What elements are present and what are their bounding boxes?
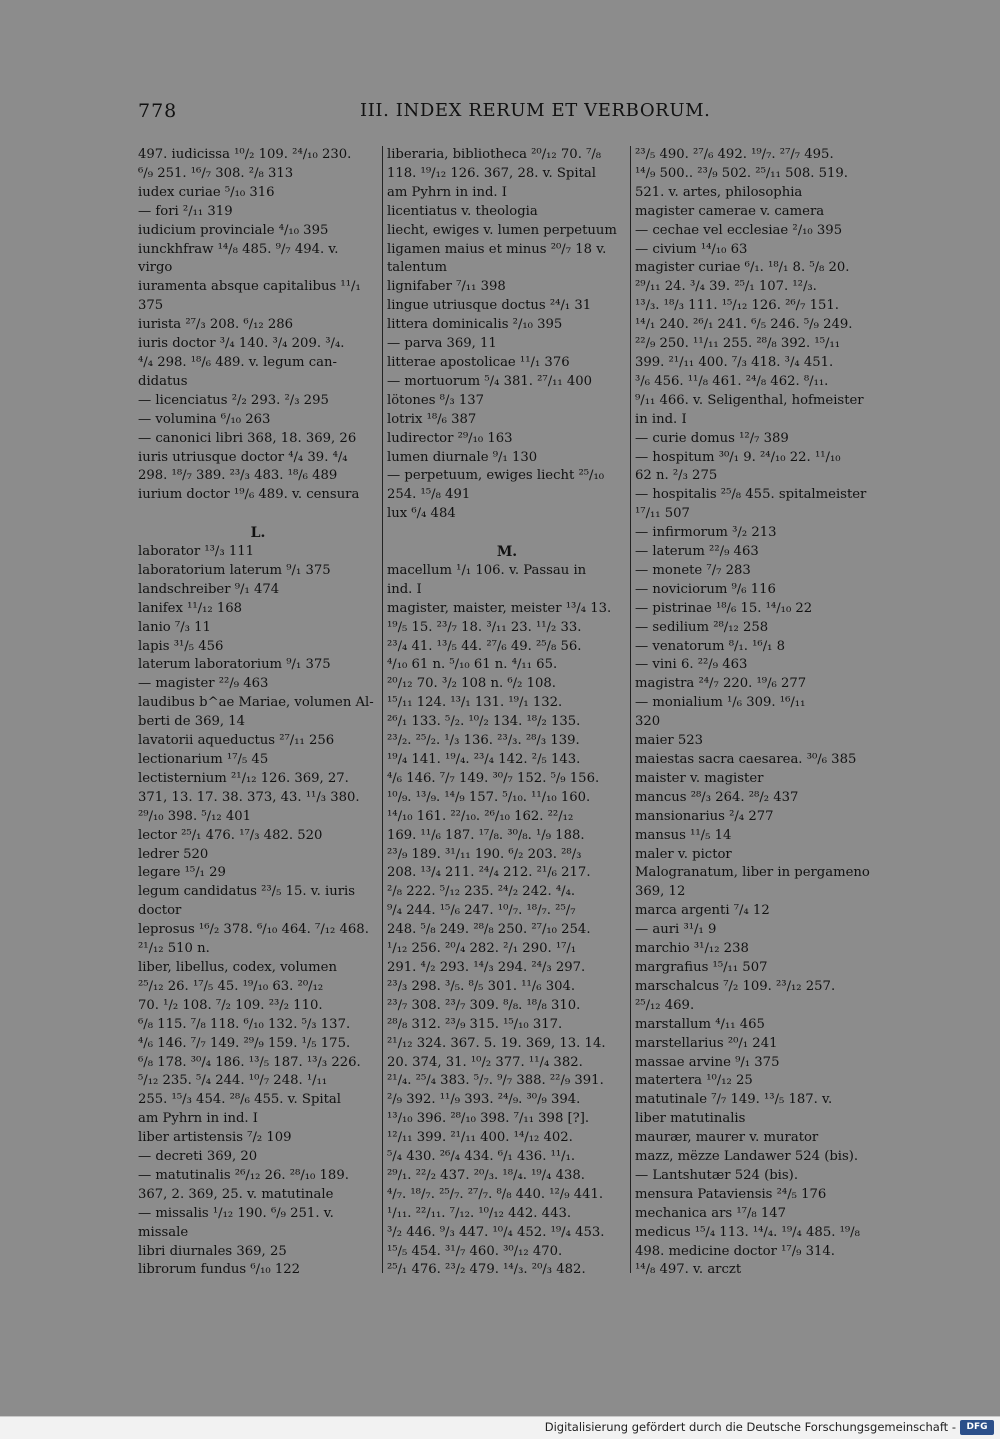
index-entry-line: 291. ⁴/₂ 293. ¹⁴/₃ 294. ²⁴/₃ 297. — [387, 959, 586, 975]
index-entry-line: matutinale ⁷/₇ 149. ¹³/₅ 187. v. — [635, 1092, 833, 1108]
index-entry-line: librorum fundus ⁶/₁₀ 122 — [138, 1262, 301, 1278]
index-entry-line: lux ⁶/₄ 484 — [387, 506, 456, 522]
index-entry-line: ⁴/₆ 146. ⁷/₇ 149. ³⁰/₇ 152. ⁵/₉ 156. — [387, 770, 600, 786]
index-entry-line: lignifaber ⁷/₁₁ 398 — [387, 279, 506, 295]
index-entry-line: marstellarius ²⁰/₁ 241 — [635, 1035, 778, 1051]
index-entry-line: — pistrinae ¹⁸/₆ 15. ¹⁴/₁₀ 22 — [635, 600, 813, 616]
index-entry-line: ⁹/₁₁ 466. v. Seligenthal, hofmeister — [635, 392, 864, 408]
index-entry-line: liber matutinalis — [635, 1111, 746, 1127]
index-entry-line: ²³/₇ 308. ²³/₇ 309. ⁸/₈. ¹⁸/₈ 310. — [387, 997, 581, 1013]
index-entry-line: ledrer 520 — [138, 846, 209, 862]
index-entry-line: marchio ³¹/₁₂ 238 — [635, 941, 749, 957]
index-entry-line: ³/₂ 446. ⁹/₃ 447. ¹⁰/₄ 452. ¹⁹/₄ 453. — [387, 1224, 605, 1240]
index-entry-line: 320 — [635, 714, 661, 730]
index-entry-line: — venatorum ⁸/₁. ¹⁶/₁ 8 — [635, 638, 786, 654]
index-entry-line: mensura Pataviensis ²⁴/₅ 176 — [635, 1186, 827, 1202]
index-entry-line: ²⁵/₁₂ 469. — [635, 997, 695, 1013]
index-entry-line: margrafius ¹⁵/₁₁ 507 — [635, 959, 768, 975]
index-entry-line: litterae apostolicae ¹¹/₁ 376 — [387, 354, 570, 370]
index-entry-line: — volumina ⁶/₁₀ 263 — [138, 411, 271, 427]
section-letter-heading: M. — [496, 544, 518, 561]
index-entry-line: licentiatus v. theologia — [387, 203, 538, 219]
index-entry-line: missale — [138, 1224, 189, 1240]
index-entry-line: maler v. pictor — [635, 846, 732, 862]
index-entry-line: iurista ²⁷/₃ 208. ⁶/₁₂ 286 — [138, 317, 294, 333]
index-entry-line: 498. medicine doctor ¹⁷/₉ 314. — [635, 1243, 835, 1259]
index-entry-line: legare ¹⁵/₁ 29 — [138, 865, 226, 881]
index-entry-line: — licenciatus ²/₂ 293. ²/₃ 295 — [138, 392, 329, 408]
index-entry-line: — cechae vel ecclesiae ²/₁₀ 395 — [635, 222, 843, 238]
index-entry-line: iuris utriusque doctor ⁴/₄ 39. ⁴/₄ — [138, 449, 348, 465]
index-entry-line: — monialium ¹/₆ 309. ¹⁶/₁₁ — [635, 695, 806, 711]
index-entry-line: talentum — [387, 260, 447, 276]
index-entry-line: ²⁵/₁₂ 26. ¹⁷/₅ 45. ¹⁹/₁₀ 63. ²⁰/₁₂ — [138, 978, 324, 994]
index-entry-line: ¹⁷/₁₁ 507 — [635, 506, 690, 522]
index-entry-line: ligamen maius et minus ²⁰/₇ 18 v. — [387, 241, 607, 257]
index-entry-line: ⁶/₈ 115. ⁷/₈ 118. ⁶/₁₀ 132. ⁵/₃ 137. — [138, 1016, 351, 1032]
index-entry-line — [387, 524, 627, 543]
index-entry-line: — missalis ¹/₁₂ 190. ⁶/₉ 251. v. — [138, 1205, 334, 1221]
dfg-logo[interactable]: DFG — [960, 1420, 994, 1435]
index-entry-line: 255. ¹⁵/₃ 454. ²⁸/₆ 455. v. Spital — [138, 1092, 341, 1108]
index-entry-line: 399. ²¹/₁₁ 400. ⁷/₃ 418. ³/₄ 451. — [635, 354, 834, 370]
index-entry-line: ⁴/₄ 298. ¹⁸/₆ 489. v. legum can- — [138, 354, 337, 370]
index-entry-line: ¹/₁₂ 256. ²⁰/₄ 282. ²/₁ 290. ¹⁷/₁ — [387, 941, 577, 957]
index-entry-line: ²⁸/₈ 312. ²³/₉ 315. ¹⁵/₁₀ 317. — [387, 1016, 563, 1032]
index-entry-line: littera dominicalis ²/₁₀ 395 — [387, 317, 563, 333]
index-entry-line: — canonici libri 368, 18. 369, 26 — [138, 430, 357, 446]
index-entry-line: leprosus ¹⁶/₂ 378. ⁶/₁₀ 464. ⁷/₁₂ 468. — [138, 922, 369, 938]
index-entry-line: ¹⁴/₁ 240. ²⁶/₁ 241. ⁶/₅ 246. ⁵/₉ 249. — [635, 317, 853, 333]
index-column-right — [635, 146, 877, 1280]
index-entry-line: lectionarium ¹⁷/₅ 45 — [138, 752, 269, 767]
index-entry-line: — matutinalis ²⁶/₁₂ 26. ²⁸/₁₀ 189. — [138, 1167, 349, 1183]
index-entry-line: ¹⁴/₈ 497. v. arczt — [635, 1262, 742, 1278]
index-entry-line: — Lantshutær 524 (bis). — [635, 1167, 799, 1183]
index-entry-line: — magister ²²/₉ 463 — [138, 676, 269, 692]
column-rule — [630, 146, 631, 1273]
index-entry-line: — noviciorum ⁹/₆ 116 — [635, 581, 776, 597]
index-entry-line: ⁶/₉ 251. ¹⁶/₇ 308. ²/₈ 313 — [138, 165, 294, 181]
index-entry-line: 62 n. ²/₃ 275 — [635, 468, 718, 484]
index-entry-line: lotrix ¹⁸/₆ 387 — [387, 411, 477, 427]
index-entry-line: lingue utriusque doctus ²⁴/₁ 31 — [387, 298, 592, 314]
index-entry-line: mansus ¹¹/₅ 14 — [635, 827, 732, 843]
column-rule — [382, 146, 383, 1273]
index-entry-line: iurium doctor ¹⁹/₆ 489. v. censura — [138, 487, 360, 503]
index-entry-line: 375 — [138, 298, 164, 314]
footer-credit: Digitalisierung gefördert durch die Deutsche Forschungsgemeinschaft - — [544, 1420, 956, 1434]
index-entry-line: marschalcus ⁷/₂ 109. ²³/₁₂ 257. — [635, 978, 836, 994]
index-entry-line: ⁴/₆ 146. ⁷/₇ 149. ²⁹/₉ 159. ¹/₅ 175. — [138, 1035, 351, 1051]
index-entry-line: 497. iudicissa ¹⁰/₂ 109. ²⁴/₁₀ 230. — [138, 147, 352, 162]
index-entry-line: ⁵/₄ 430. ²⁶/₄ 434. ⁶/₁ 436. ¹¹/₁. — [387, 1149, 576, 1165]
index-entry-line: laterum laboratorium ⁹/₁ 375 — [138, 657, 331, 673]
index-entry-line: berti de 369, 14 — [138, 714, 246, 730]
index-entry-line: matertera ¹⁰/₁₂ 25 — [635, 1073, 753, 1089]
index-entry-line: lectisternium ²¹/₁₂ 126. 369, 27. — [138, 770, 349, 786]
index-entry-line: — monete ⁷/₇ 283 — [635, 562, 751, 578]
index-entry-line: magistra ²⁴/₇ 220. ¹⁹/₆ 277 — [635, 676, 807, 692]
index-entry-line: am Pyhrn in ind. I — [387, 184, 508, 200]
index-entry-line: lötones ⁸/₃ 137 — [387, 392, 485, 408]
index-entry-line: — hospitum ³⁰/₁ 9. ²⁴/₁₀ 22. ¹¹/₁₀ — [635, 449, 841, 465]
index-entry-line: — civium ¹⁴/₁₀ 63 — [635, 241, 748, 257]
index-entry-line: 118. ¹⁹/₁₂ 126. 367, 28. v. Spital — [387, 165, 596, 181]
index-entry-line: marca argenti ⁷/₄ 12 — [635, 903, 770, 919]
index-entry-line: 20. 374, 31. ¹⁰/₂ 377. ¹¹/₄ 382. — [387, 1054, 583, 1070]
index-entry-line: iunckhfraw ¹⁴/₈ 485. ⁹/₇ 494. v. — [138, 241, 339, 257]
index-entry-line: ⁴/₁₀ 61 n. ⁵/₁₀ 61 n. ⁴/₁₁ 65. — [387, 657, 558, 673]
index-entry-line: ²/₈ 222. ⁵/₁₂ 235. ²⁴/₂ 242. ⁴/₄. — [387, 884, 576, 900]
index-entry-line: ²¹/₄. ²⁵/₄ 383. ⁵/₇. ⁹/₇ 388. ²²/₉ 391. — [387, 1073, 604, 1089]
index-entry-line: in ind. I — [635, 411, 687, 427]
index-entry-line: mazz, mëzze Landawer 524 (bis). — [635, 1149, 859, 1165]
index-entry-line: iuramenta absque capitalibus ¹¹/₁ — [138, 279, 361, 295]
index-entry-line: ¹⁵/₁₁ 124. ¹³/₁ 131. ¹⁹/₁ 132. — [387, 695, 563, 711]
index-entry-line: ²³/₉ 189. ³¹/₁₁ 190. ⁶/₂ 203. ²⁸/₃ — [387, 846, 582, 862]
index-entry-line: laudibus b^ae Mariae, volumen Al- — [138, 695, 374, 711]
index-entry-line: 367, 2. 369, 25. v. matutinale — [138, 1186, 334, 1202]
index-entry-line: 371, 13. 17. 38. 373, 43. ¹¹/₃ 380. — [138, 789, 360, 805]
index-entry-line — [138, 505, 378, 524]
index-entry-line: liberaria, bibliotheca ²⁰/₁₂ 70. ⁷/₈ — [387, 147, 602, 162]
section-letter-heading: L. — [250, 525, 266, 542]
index-entry-line: didatus — [138, 373, 188, 389]
index-entry-line: mancus ²⁸/₃ 264. ²⁸/₂ 437 — [635, 789, 799, 805]
index-entry-line: macellum ¹/₁ 106. v. Passau in — [387, 562, 587, 578]
index-entry-line: magister, maister, meister ¹³/₄ 13. — [387, 600, 612, 616]
index-entry-line: laborator ¹³/₃ 111 — [138, 544, 255, 560]
index-entry-line: mechanica ars ¹⁷/₈ 147 — [635, 1205, 786, 1221]
index-entry-line: ¹⁵/₅ 454. ³¹/₇ 460. ³⁰/₁₂ 470. — [387, 1243, 563, 1259]
index-entry-line: iudex curiae ⁵/₁₀ 316 — [138, 184, 275, 200]
index-entry-line: ¹⁴/₁₀ 161. ²²/₁₀. ²⁶/₁₀ 162. ²²/₁₂ — [387, 808, 574, 824]
index-entry-line: ¹²/₁₁ 399. ²¹/₁₁ 400. ¹⁴/₁₂ 402. — [387, 1130, 573, 1146]
index-entry-line: — decreti 369, 20 — [138, 1149, 258, 1165]
index-entry-line: ¹⁹/₄ 141. ¹⁹/₄. ²³/₄ 142. ²/₅ 143. — [387, 752, 581, 767]
index-entry-line: ⁴/₇. ¹⁸/₇. ²⁵/₇. ²⁷/₇. ⁸/₈ 440. ¹²/₉ 441. — [387, 1186, 604, 1202]
index-entry-line: ²⁹/₁. ²²/₂ 437. ²⁰/₃. ¹⁸/₄. ¹⁹/₄ 438. — [387, 1167, 585, 1183]
index-entry-line: massae arvine ⁹/₁ 375 — [635, 1054, 780, 1070]
index-entry-line: ²³/₂. ²⁵/₂. ¹/₃ 136. ²³/₃. ²⁸/₃ 139. — [387, 733, 580, 749]
index-entry-line: ¹³/₁₀ 396. ²⁸/₁₀ 398. ⁷/₁₁ 398 [?]. — [387, 1111, 590, 1127]
index-entry-line: — laterum ²²/₉ 463 — [635, 544, 759, 560]
index-entry-line: — mortuorum ⁵/₄ 381. ²⁷/₁₁ 400 — [387, 373, 593, 389]
index-entry-line: ²¹/₁₂ 324. 367. 5. 19. 369, 13. 14. — [387, 1035, 606, 1051]
index-entry-line: — sedilium ²⁸/₁₂ 258 — [635, 619, 769, 635]
index-entry-line: legum candidatus ²³/₅ 15. v. iuris — [138, 884, 356, 900]
index-entry-line: — curie domus ¹²/₇ 389 — [635, 430, 789, 446]
index-column-left — [138, 146, 378, 1280]
index-entry-line: magister curiae ⁶/₁. ¹⁸/₁ 8. ⁵/₈ 20. — [635, 260, 850, 276]
index-entry-line: — auri ³¹/₁ 9 — [635, 922, 717, 938]
index-entry-line: ²⁵/₁ 476. ²³/₂ 479. ¹⁴/₃. ²⁰/₃ 482. — [387, 1262, 586, 1278]
index-entry-line: ludirector ²⁹/₁₀ 163 — [387, 430, 513, 446]
index-entry-line: landschreiber ⁹/₁ 474 — [138, 581, 280, 597]
index-entry-line: ²/₉ 392. ¹¹/₉ 393. ²⁴/₉. ³⁰/₉ 394. — [387, 1092, 581, 1108]
index-entry-line: 208. ¹³/₄ 211. ²⁴/₄ 212. ²¹/₆ 217. — [387, 865, 591, 881]
index-entry-line: virgo — [138, 260, 173, 276]
index-entry-line: lanifex ¹¹/₁₂ 168 — [138, 600, 243, 616]
index-entry-line: am Pyhrn in ind. I — [138, 1111, 259, 1127]
running-head: III. INDEX RERUM ET VERBORUM. — [360, 100, 711, 121]
index-entry-line: lapis ³¹/₅ 456 — [138, 638, 224, 654]
index-entry-line: maister v. magister — [635, 770, 764, 786]
index-column-middle — [387, 146, 627, 1280]
index-entry-line: — hospitalis ²⁵/₈ 455. spitalmeister — [635, 487, 867, 503]
index-entry-line: lavatorii aqueductus ²⁷/₁₁ 256 — [138, 733, 335, 749]
index-entry-line: 521. v. artes, philosophia — [635, 184, 803, 200]
index-entry-line: ²³/₃ 298. ³/₅. ⁸/₅ 301. ¹¹/₆ 304. — [387, 978, 576, 994]
index-entry-line: ind. I — [387, 581, 422, 597]
index-entry-line: ¹⁴/₉ 500.. ²³/₉ 502. ²⁵/₁₁ 508. 519. — [635, 165, 848, 181]
index-entry-line: — vini 6. ²²/₉ 463 — [635, 657, 748, 673]
index-entry-line: lumen diurnale ⁹/₁ 130 — [387, 449, 538, 465]
index-entry-line: ²³/₅ 490. ²⁷/₆ 492. ¹⁹/₇. ²⁷/₇ 495. — [635, 147, 834, 162]
index-entry-line: ²¹/₁₂ 510 n. — [138, 941, 210, 957]
index-entry-line: 369, 12 — [635, 884, 686, 900]
index-entry-line: ⁵/₁₂ 235. ⁵/₄ 244. ¹⁰/₇ 248. ¹/₁₁ — [138, 1073, 328, 1089]
index-entry-line: laboratorium laterum ⁹/₁ 375 — [138, 562, 331, 578]
index-entry-line: ²³/₄ 41. ¹³/₅ 44. ²⁷/₆ 49. ²⁵/₈ 56. — [387, 638, 582, 654]
index-entry-line: ²⁹/₁₁ 24. ³/₄ 39. ²⁵/₁ 107. ¹²/₃. — [635, 279, 817, 295]
index-entry-line: ¹⁰/₉. ¹³/₉. ¹⁴/₉ 157. ⁵/₁₀. ¹¹/₁₀ 160. — [387, 789, 591, 805]
index-entry-line: magister camerae v. camera — [635, 203, 825, 219]
index-entry-line: iudicium provinciale ⁴/₁₀ 395 — [138, 222, 329, 238]
index-entry-line: Malogranatum, liber in pergameno — [635, 865, 870, 881]
index-entry-line: — perpetuum, ewiges liecht ²⁵/₁₀ — [387, 468, 605, 484]
index-entry-line: — parva 369, 11 — [387, 336, 497, 352]
index-entry-line: ²⁹/₁₀ 398. ⁵/₁₂ 401 — [138, 808, 252, 824]
index-entry-line: lanio ⁷/₃ 11 — [138, 619, 211, 635]
index-entry-line: maiestas sacra caesarea. ³⁰/₆ 385 — [635, 752, 857, 767]
index-entry-line: 70. ¹/₂ 108. ⁷/₂ 109. ²³/₂ 110. — [138, 997, 323, 1013]
index-entry-line: medicus ¹⁵/₄ 113. ¹⁴/₄. ¹⁹/₄ 485. ¹⁹/₈ — [635, 1224, 860, 1240]
index-entry-line: mansionarius ²/₄ 277 — [635, 808, 774, 824]
index-entry-line: marstallum ⁴/₁₁ 465 — [635, 1016, 765, 1032]
index-entry-line: 298. ¹⁸/₇ 389. ²³/₃ 483. ¹⁸/₆ 489 — [138, 468, 338, 484]
index-entry-line: lector ²⁵/₁ 476. ¹⁷/₃ 482. 520 — [138, 827, 323, 843]
index-entry-line: ⁹/₄ 244. ¹⁵/₆ 247. ¹⁰/₇. ¹⁸/₇. ²⁵/₇ — [387, 903, 576, 919]
index-entry-line: 248. ⁵/₈ 249. ²⁸/₈ 250. ²⁷/₁₀ 254. — [387, 922, 591, 938]
index-entry-line: maier 523 — [635, 733, 704, 749]
index-entry-line: ³/₆ 456. ¹¹/₈ 461. ²⁴/₈ 462. ⁸/₁₁. — [635, 373, 829, 389]
index-entry-line: 169. ¹¹/₆ 187. ¹⁷/₈. ³⁰/₈. ¹/₉ 188. — [387, 827, 585, 843]
index-entry-line: ²⁶/₁ 133. ⁵/₂. ¹⁰/₂ 134. ¹⁸/₂ 135. — [387, 714, 581, 730]
index-entry-line: ¹/₁₁. ²²/₁₁. ⁷/₁₂. ¹⁰/₁₂ 442. 443. — [387, 1205, 572, 1221]
index-entry-line: ⁶/₈ 178. ³⁰/₄ 186. ¹³/₅ 187. ¹³/₃ 226. — [138, 1054, 361, 1070]
page-number: 778 — [138, 100, 178, 122]
index-entry-line: — infirmorum ³/₂ 213 — [635, 525, 777, 541]
index-entry-line: libri diurnales 369, 25 — [138, 1243, 287, 1259]
index-entry-line: ²⁰/₁₂ 70. ³/₂ 108 n. ⁶/₂ 108. — [387, 676, 556, 692]
index-entry-line: liecht, ewiges v. lumen perpetuum — [387, 222, 617, 238]
footer-bar — [0, 1416, 1000, 1439]
index-entry-line: — fori ²/₁₁ 319 — [138, 203, 233, 219]
index-entry-line: 254. ¹⁵/₈ 491 — [387, 487, 471, 503]
index-entry-line: ²²/₉ 250. ¹¹/₁₁ 255. ²⁸/₈ 392. ¹⁵/₁₁ — [635, 336, 841, 352]
index-entry-line: liber, libellus, codex, volumen — [138, 959, 337, 975]
index-entry-line: ¹⁹/₅ 15. ²³/₇ 18. ³/₁₁ 23. ¹¹/₂ 33. — [387, 619, 582, 635]
index-entry-line: doctor — [138, 903, 182, 919]
index-entry-line: maurær, maurer v. murator — [635, 1130, 819, 1146]
index-entry-line: liber artistensis ⁷/₂ 109 — [138, 1130, 292, 1146]
index-entry-line: iuris doctor ³/₄ 140. ³/₄ 209. ³/₄. — [138, 336, 345, 352]
index-entry-line: ¹³/₃. ¹⁸/₃ 111. ¹⁵/₁₂ 126. ²⁶/₇ 151. — [635, 298, 839, 314]
